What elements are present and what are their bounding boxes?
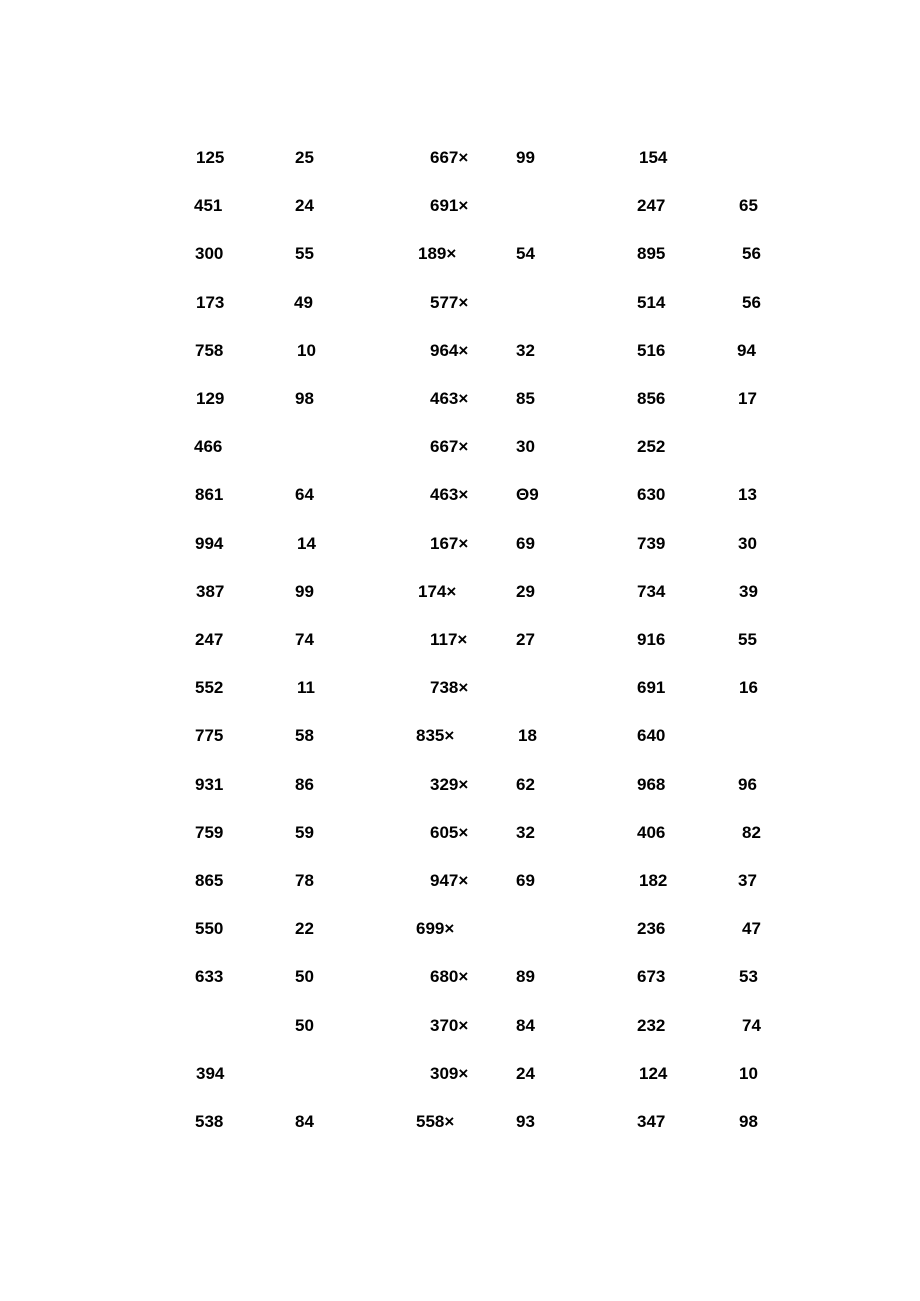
col2-value: 86 — [295, 774, 314, 794]
col2-value: 99 — [295, 581, 314, 601]
col6-value: 47 — [742, 919, 761, 939]
col6-value: 30 — [738, 533, 757, 553]
col3-value: 699× — [416, 919, 455, 939]
col3-value: 463× — [430, 485, 469, 505]
col6-value: 17 — [738, 389, 757, 408]
col5-value: 691 — [637, 678, 666, 698]
col5-value: 347 — [637, 1112, 666, 1131]
col4-value: 30 — [516, 437, 535, 457]
col1-value: 865 — [195, 871, 224, 890]
col6-value: 13 — [738, 485, 757, 505]
col5-value: 640 — [637, 726, 666, 746]
col4-value: 32 — [516, 822, 535, 842]
col5-value: 154 — [639, 148, 668, 167]
col4-value: 85 — [516, 389, 535, 408]
col1-value: 552 — [195, 678, 224, 698]
col4-value: 99 — [516, 148, 535, 167]
problem-row — [0, 628, 920, 652]
problem-row — [0, 387, 920, 411]
col3-value: 167× — [430, 533, 469, 553]
col3-value: 117× — [430, 630, 468, 649]
col3-value: 667× — [430, 148, 469, 167]
col4-value: 69 — [516, 871, 535, 890]
col4-value: 27 — [516, 630, 535, 649]
problem-row — [0, 1062, 920, 1086]
problem-row — [0, 676, 920, 700]
col4-value: 62 — [516, 774, 535, 794]
col4-value: 29 — [516, 581, 535, 601]
problem-row — [0, 194, 920, 218]
col4-value: 32 — [516, 340, 535, 360]
problem-row — [0, 917, 920, 941]
col2-value: 10 — [297, 340, 316, 360]
problem-row — [0, 1014, 920, 1038]
col5-value: 236 — [637, 919, 666, 939]
problem-row — [0, 821, 920, 845]
col1-value: 759 — [195, 822, 224, 842]
col2-value: 25 — [295, 148, 314, 167]
col1-value: 173 — [196, 292, 225, 312]
col1-value: 466 — [194, 437, 223, 457]
col4-value: Θ9 — [516, 485, 539, 505]
col3-value: 680× — [430, 967, 469, 987]
col5-value: 406 — [637, 822, 666, 842]
problem-row — [0, 242, 920, 266]
problem-row — [0, 580, 920, 604]
col1-value: 451 — [194, 196, 223, 216]
problem-row — [0, 1110, 920, 1134]
col1-value: 550 — [195, 919, 224, 939]
col6-value: 53 — [739, 967, 758, 987]
col4-value: 93 — [516, 1112, 535, 1131]
col4-value: 84 — [516, 1015, 535, 1035]
col6-value: 98 — [739, 1112, 758, 1131]
problem-row — [0, 869, 920, 893]
col5-value: 968 — [637, 774, 666, 794]
col5-value: 182 — [639, 871, 668, 890]
col3-value: 370× — [430, 1015, 469, 1035]
col4-value: 69 — [516, 533, 535, 553]
col6-value: 10 — [739, 1063, 758, 1083]
col3-value: 667× — [430, 437, 469, 457]
problem-row — [0, 146, 920, 170]
col5-value: 739 — [637, 533, 666, 553]
col4-value: 54 — [516, 244, 535, 264]
col5-value: 673 — [637, 967, 666, 987]
col5-value: 247 — [637, 196, 666, 216]
col6-value: 56 — [742, 244, 761, 264]
col3-value: 964× — [430, 340, 469, 360]
col5-value: 252 — [637, 437, 666, 457]
col1-value: 129 — [196, 389, 225, 408]
col3-value: 189× — [418, 244, 457, 264]
col3-value: 738× — [430, 678, 469, 698]
col2-value: 22 — [295, 919, 314, 939]
col2-value: 78 — [295, 871, 314, 890]
problem-row — [0, 483, 920, 507]
col5-value: 734 — [637, 581, 666, 601]
col6-value: 39 — [739, 581, 758, 601]
col4-value: 18 — [518, 726, 537, 746]
col5-value: 630 — [637, 485, 666, 505]
col5-value: 856 — [637, 389, 666, 408]
col4-value: 24 — [516, 1063, 535, 1083]
col1-value: 387 — [196, 581, 225, 601]
col6-value: 55 — [738, 630, 757, 649]
col6-value: 37 — [738, 871, 757, 890]
col5-value: 516 — [637, 340, 666, 360]
col1-value: 394 — [196, 1063, 225, 1083]
col3-value: 835× — [416, 726, 455, 746]
col5-value: 232 — [637, 1015, 666, 1035]
col1-value: 125 — [196, 148, 225, 167]
col2-value: 24 — [295, 196, 314, 216]
col6-value: 16 — [739, 678, 758, 698]
problem-row — [0, 291, 920, 315]
problem-row — [0, 435, 920, 459]
col3-value: 605× — [430, 822, 469, 842]
col2-value: 50 — [295, 1015, 314, 1035]
col6-value: 65 — [739, 196, 758, 216]
col5-value: 514 — [637, 292, 666, 312]
col1-value: 861 — [195, 485, 224, 505]
col6-value: 56 — [742, 292, 761, 312]
col1-value: 758 — [195, 340, 224, 360]
problem-row — [0, 339, 920, 363]
col3-value: 558× — [416, 1112, 455, 1131]
col2-value: 49 — [294, 292, 313, 312]
col2-value: 58 — [295, 726, 314, 746]
col2-value: 74 — [295, 630, 314, 649]
col2-value: 84 — [295, 1112, 314, 1131]
col6-value: 96 — [738, 774, 757, 794]
col2-value: 55 — [295, 244, 314, 264]
col1-value: 300 — [195, 244, 224, 264]
col2-value: 59 — [295, 822, 314, 842]
col6-value: 74 — [742, 1015, 761, 1035]
col2-value: 11 — [297, 678, 315, 698]
col1-value: 633 — [195, 967, 224, 987]
col6-value: 82 — [742, 822, 761, 842]
col1-value: 775 — [195, 726, 224, 746]
col3-value: 577× — [430, 292, 469, 312]
col3-value: 691× — [430, 196, 469, 216]
col4-value: 89 — [516, 967, 535, 987]
col6-value: 94 — [737, 340, 756, 360]
col3-value: 309× — [430, 1063, 469, 1083]
col3-value: 329× — [430, 774, 469, 794]
col3-value: 947× — [430, 871, 469, 890]
col5-value: 124 — [639, 1063, 668, 1083]
col3-value: 174× — [418, 581, 457, 601]
col2-value: 98 — [295, 389, 314, 408]
problem-row — [0, 965, 920, 989]
problem-row — [0, 773, 920, 797]
col1-value: 994 — [195, 533, 224, 553]
col3-value: 463× — [430, 389, 469, 408]
col5-value: 895 — [637, 244, 666, 264]
col1-value: 538 — [195, 1112, 224, 1131]
col2-value: 64 — [295, 485, 314, 505]
col2-value: 50 — [295, 967, 314, 987]
col1-value: 247 — [195, 630, 224, 649]
problem-row — [0, 724, 920, 748]
col1-value: 931 — [195, 774, 224, 794]
col5-value: 916 — [637, 630, 666, 649]
col2-value: 14 — [297, 533, 316, 553]
problem-row — [0, 532, 920, 556]
